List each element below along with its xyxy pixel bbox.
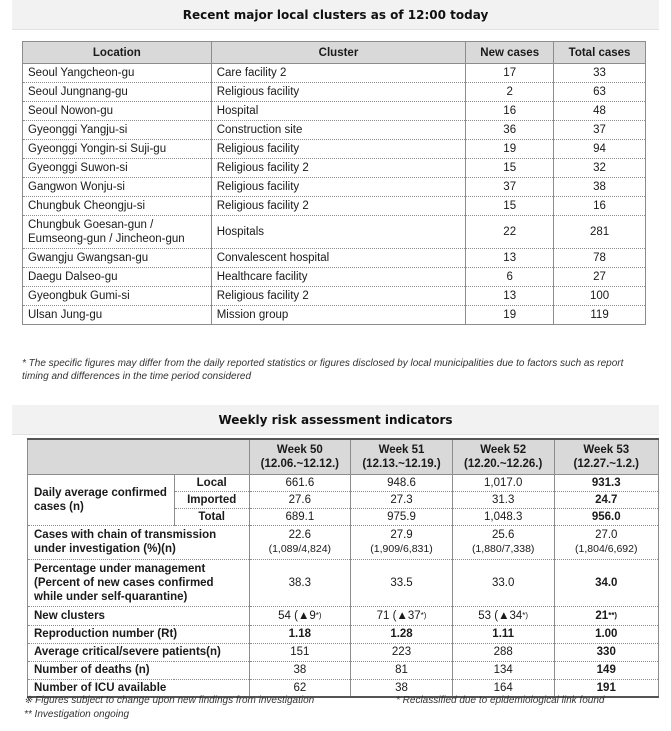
cell-total-cases: 33 xyxy=(554,64,646,83)
chain-value: 27.0 xyxy=(595,529,618,541)
cell-new-cases: 15 xyxy=(466,197,554,216)
cell-new-cases: 22 xyxy=(466,216,554,249)
header-week-53: Week 53 (12.27.~1.2.) xyxy=(554,439,658,474)
clusters-title: Recent major local clusters as of 12:00 today xyxy=(12,0,659,30)
cell-imported-w52: 31.3 xyxy=(452,491,554,508)
cell-cluster: Religious facility xyxy=(211,140,466,159)
cell-critical-w50: 151 xyxy=(249,643,351,661)
cell-icu-w52: 164 xyxy=(452,679,554,697)
cell-cluster: Construction site xyxy=(211,121,466,140)
cell-total-w51: 975.9 xyxy=(351,508,453,525)
cluster-row xyxy=(23,159,646,178)
cluster-count: 53 xyxy=(478,609,492,622)
cell-total-cases: 48 xyxy=(554,102,646,121)
cell-rt-w50: 1.18 xyxy=(249,625,351,643)
cell-cluster: Healthcare facility xyxy=(211,268,466,287)
label-management: Percentage under management (Percent of new cases confirmed while under self-quarantine) xyxy=(28,559,250,606)
cell-local-w50: 661.6 xyxy=(249,474,351,491)
cell-total-cases: 16 xyxy=(554,197,646,216)
cell-cluster: Hospital xyxy=(211,102,466,121)
row-daily-local xyxy=(28,474,659,491)
cluster-row xyxy=(23,249,646,268)
cell-location: Chungbuk Goesan-gun / Eumseong-gun / Jincheon-gun xyxy=(23,216,212,249)
cell-total-cases: 37 xyxy=(554,121,646,140)
cluster-change: (▲37 xyxy=(392,609,421,622)
cell-total-w50: 689.1 xyxy=(249,508,351,525)
cell-local-w51: 948.6 xyxy=(351,474,453,491)
cell-total-cases: 119 xyxy=(554,306,646,325)
cell-location: Gyeonggi Suwon-si xyxy=(23,159,212,178)
cell-chain-w53 xyxy=(554,525,658,559)
cell-total-cases: 281 xyxy=(554,216,646,249)
cluster-row xyxy=(23,178,646,197)
chain-count: (1,089/4,824) xyxy=(268,543,332,555)
cell-new-cases: 13 xyxy=(466,249,554,268)
cell-critical-w51: 223 xyxy=(351,643,453,661)
header-week-50: Week 50 (12.06.~12.12.) xyxy=(249,439,351,474)
cell-critical-w53: 330 xyxy=(554,643,658,661)
cell-deaths-w53: 149 xyxy=(554,661,658,679)
cluster-count: 21 xyxy=(595,609,609,622)
chain-value: 22.6 xyxy=(288,529,312,541)
cell-location: Seoul Nowon-gu xyxy=(23,102,212,121)
cell-clusters-w52 xyxy=(452,606,554,625)
cell-total-cases: 27 xyxy=(554,268,646,287)
cluster-mark: *) xyxy=(315,610,322,620)
cell-total-cases: 32 xyxy=(554,159,646,178)
cell-new-cases: 37 xyxy=(466,178,554,197)
cell-local-w52: 1,017.0 xyxy=(452,474,554,491)
cluster-row xyxy=(23,121,646,140)
cell-deaths-w51: 81 xyxy=(351,661,453,679)
cluster-row xyxy=(23,83,646,102)
cluster-row xyxy=(23,216,646,249)
cell-cluster: Convalescent hospital xyxy=(211,249,466,268)
header-week-51: Week 51 (12.13.~12.19.) xyxy=(351,439,453,474)
cluster-mark: *) xyxy=(522,610,529,620)
row-new-clusters xyxy=(28,606,659,625)
cell-management-w53: 34.0 xyxy=(554,559,658,606)
cell-new-cases: 16 xyxy=(466,102,554,121)
cell-total-w52: 1,048.3 xyxy=(452,508,554,525)
cluster-row xyxy=(23,287,646,306)
row-critical xyxy=(28,643,659,661)
cluster-row xyxy=(23,64,646,83)
label-critical: Average critical/severe patients(n) xyxy=(28,643,250,661)
cell-total-cases: 100 xyxy=(554,287,646,306)
footnote-right: * Reclassified due to epidemiological link found xyxy=(396,695,605,706)
row-deaths xyxy=(28,661,659,679)
cell-icu-w51: 38 xyxy=(351,679,453,697)
clusters-header-row xyxy=(23,42,646,64)
label-imported: Imported xyxy=(174,491,249,508)
label-icu: Number of ICU available xyxy=(28,679,250,697)
label-total: Total xyxy=(174,508,249,525)
cluster-row xyxy=(23,102,646,121)
cell-total-cases: 63 xyxy=(554,83,646,102)
cell-total-cases: 94 xyxy=(554,140,646,159)
cell-cluster: Religious facility 2 xyxy=(211,287,466,306)
label-chain: Cases with chain of transmission under investigation (%)(n) xyxy=(28,525,250,559)
cell-deaths-w50: 38 xyxy=(249,661,351,679)
cluster-count: 54 xyxy=(278,609,291,622)
cell-chain-w51 xyxy=(351,525,453,559)
cell-rt-w53: 1.00 xyxy=(554,625,658,643)
cell-new-cases: 2 xyxy=(466,83,554,102)
row-chain xyxy=(28,525,659,559)
cell-new-cases: 6 xyxy=(466,268,554,287)
cell-total-cases: 78 xyxy=(554,249,646,268)
cell-location: Gyeonggi Yangju-si xyxy=(23,121,212,140)
cell-cluster: Mission group xyxy=(211,306,466,325)
label-daily-average: Daily average confirmed cases (n) xyxy=(28,474,175,525)
footnote-left: ※ Figures subject to change upon new findings from investigation xyxy=(24,695,315,706)
cluster-row xyxy=(23,268,646,287)
cell-cluster: Religious facility xyxy=(211,83,466,102)
cell-rt-w52: 1.11 xyxy=(452,625,554,643)
cell-deaths-w52: 134 xyxy=(452,661,554,679)
cell-location: Ulsan Jung-gu xyxy=(23,306,212,325)
cell-management-w52: 33.0 xyxy=(452,559,554,606)
cell-cluster: Religious facility xyxy=(211,178,466,197)
cluster-change: (▲34 xyxy=(494,609,523,622)
clusters-table xyxy=(22,41,646,325)
cell-management-w50: 38.3 xyxy=(249,559,351,606)
label-rt: Reproduction number (Rt) xyxy=(28,625,250,643)
chain-value: 27.9 xyxy=(390,529,413,541)
chain-count: (1,880/7,338) xyxy=(471,543,535,555)
cell-critical-w52: 288 xyxy=(452,643,554,661)
cell-icu-w50: 62 xyxy=(249,679,351,697)
cluster-row xyxy=(23,197,646,216)
cell-new-cases: 13 xyxy=(466,287,554,306)
cell-management-w51: 33.5 xyxy=(351,559,453,606)
cell-icu-w53: 191 xyxy=(554,679,658,697)
cell-local-w53: 931.3 xyxy=(554,474,658,491)
cell-clusters-w51 xyxy=(351,606,453,625)
chain-value: 25.6 xyxy=(491,529,515,541)
header-cluster: Cluster xyxy=(211,42,466,64)
cell-total-cases: 38 xyxy=(554,178,646,197)
cell-imported-w50: 27.6 xyxy=(249,491,351,508)
cell-new-cases: 15 xyxy=(466,159,554,178)
cell-clusters-w53 xyxy=(554,606,658,625)
header-week-52: Week 52 (12.20.~12.26.) xyxy=(452,439,554,474)
cell-total-w53: 956.0 xyxy=(554,508,658,525)
cell-chain-w52 xyxy=(452,525,554,559)
chain-count: (1,909/6,831) xyxy=(370,543,433,555)
cell-cluster: Religious facility 2 xyxy=(211,197,466,216)
cluster-row xyxy=(23,140,646,159)
chain-count: (1,804/6,692) xyxy=(575,543,638,555)
cell-imported-w53: 24.7 xyxy=(554,491,658,508)
cell-new-cases: 17 xyxy=(466,64,554,83)
cluster-mark: *) xyxy=(420,610,427,620)
header-corner xyxy=(28,439,250,474)
weekly-footnote-1 xyxy=(24,694,664,707)
cluster-mark: **) xyxy=(608,610,618,620)
cell-new-cases: 36 xyxy=(466,121,554,140)
cell-location: Gangwon Wonju-si xyxy=(23,178,212,197)
cell-location: Gwangju Gwangsan-gu xyxy=(23,249,212,268)
weekly-table xyxy=(27,438,659,698)
label-deaths: Number of deaths (n) xyxy=(28,661,250,679)
cell-new-cases: 19 xyxy=(466,140,554,159)
header-new-cases: New cases xyxy=(466,42,554,64)
weekly-header-row xyxy=(28,439,659,474)
cell-location: Daegu Dalseo-gu xyxy=(23,268,212,287)
weekly-title: Weekly risk assessment indicators xyxy=(12,405,659,435)
cell-location: Seoul Yangcheon-gu xyxy=(23,64,212,83)
cell-location: Chungbuk Cheongju-si xyxy=(23,197,212,216)
cluster-row xyxy=(23,306,646,325)
cell-clusters-w50 xyxy=(249,606,351,625)
clusters-footnote: * The specific figures may differ from the daily reported statistics or figures disclosed by local municipalities due to factors such as report timing and differences in the time period considered xyxy=(22,358,624,382)
label-local: Local xyxy=(174,474,249,491)
label-new-clusters: New clusters xyxy=(28,606,250,625)
cell-imported-w51: 27.3 xyxy=(351,491,453,508)
cell-location: Seoul Jungnang-gu xyxy=(23,83,212,102)
row-management xyxy=(28,559,659,606)
header-total-cases: Total cases xyxy=(554,42,646,64)
cell-location: Gyeongbuk Gumi-si xyxy=(23,287,212,306)
cluster-change: (▲9 xyxy=(294,609,316,622)
row-rt xyxy=(28,625,659,643)
header-location: Location xyxy=(23,42,212,64)
cell-chain-w50 xyxy=(249,525,351,559)
cell-cluster: Religious facility 2 xyxy=(211,159,466,178)
cell-new-cases: 19 xyxy=(466,306,554,325)
weekly-footnote-2: ** Investigation ongoing xyxy=(24,709,130,720)
cell-rt-w51: 1.28 xyxy=(351,625,453,643)
cluster-count: 71 xyxy=(376,609,390,622)
cell-location: Gyeonggi Yongin-si Suji-gu xyxy=(23,140,212,159)
cell-cluster: Hospitals xyxy=(211,216,466,249)
cell-cluster: Care facility 2 xyxy=(211,64,466,83)
